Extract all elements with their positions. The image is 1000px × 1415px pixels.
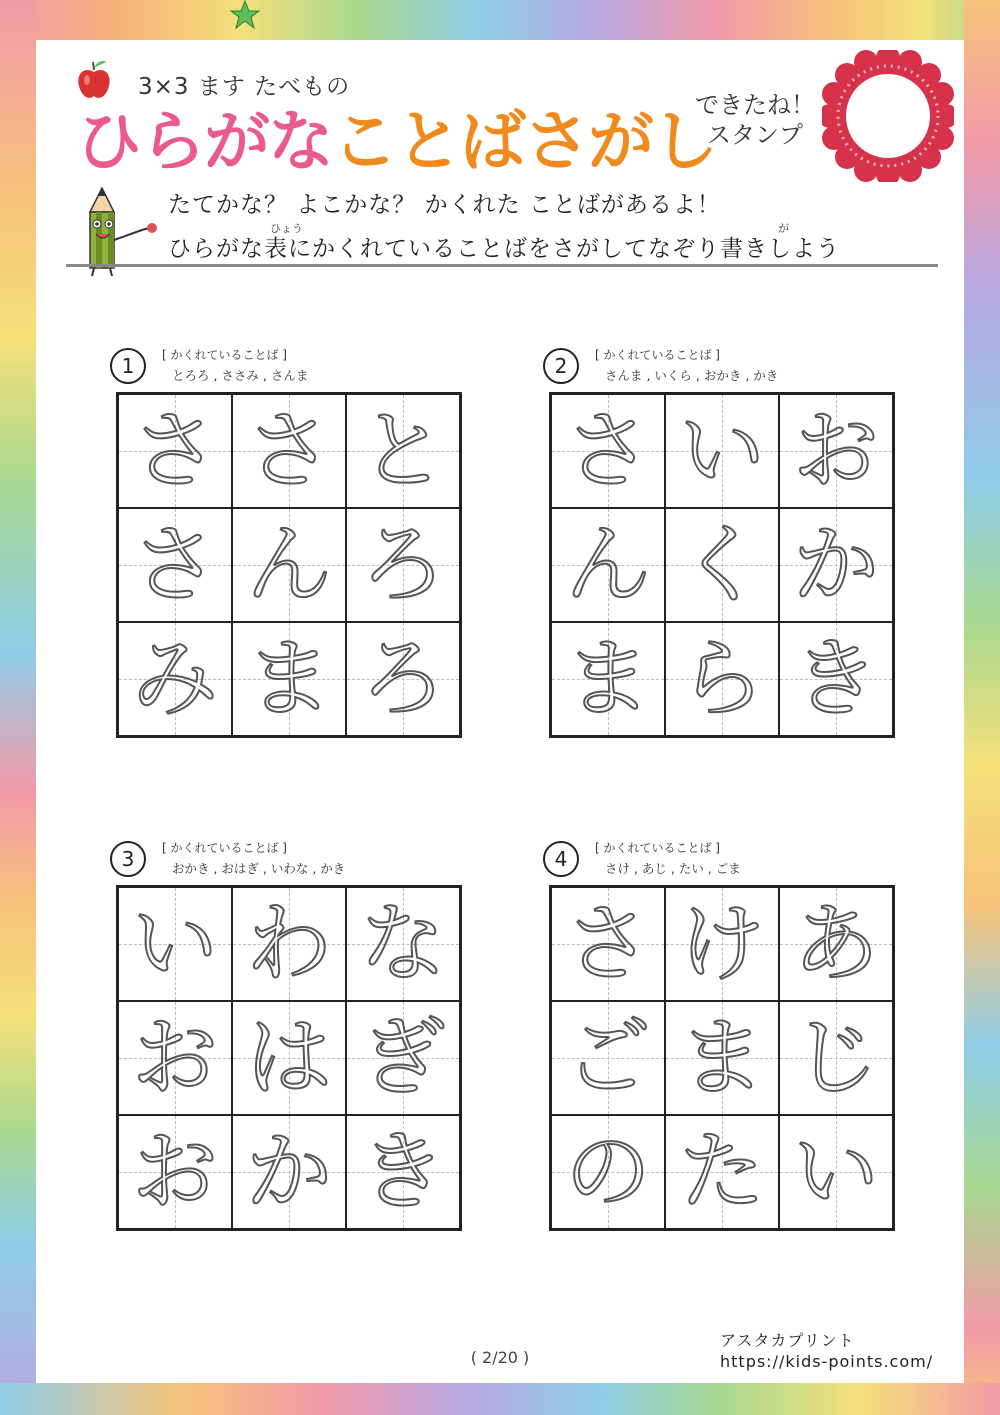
tracing-kana: か (793, 515, 879, 615)
worksheet-title (76, 103, 716, 180)
grid-cell[interactable] (665, 394, 779, 508)
tracing-kana: ま (679, 1008, 765, 1108)
grid-cell[interactable] (232, 508, 346, 622)
hidden-words-label: [ かくれていることば ] (595, 348, 720, 362)
tracing-kana: と (360, 401, 446, 501)
grid-cell[interactable] (118, 887, 232, 1001)
hidden-words-label: [ かくれていることば ] (162, 841, 287, 855)
grid-cell[interactable] (346, 508, 460, 622)
tracing-kana: さ (132, 515, 218, 615)
tracing-kana: け (679, 894, 765, 994)
kana-grid (549, 392, 895, 738)
tracing-kana: さ (246, 401, 332, 501)
hidden-words-label: [ かくれていることば ] (162, 348, 287, 362)
title-kotobasagashi: ことばさがし (332, 103, 716, 180)
grid-cell[interactable] (118, 394, 232, 508)
tracing-kana: さ (565, 401, 651, 501)
title-hiragana: ひらがな (76, 103, 332, 180)
puzzle-header (116, 346, 462, 392)
grid-cell[interactable] (551, 887, 665, 1001)
tracing-kana: ご (565, 1008, 651, 1108)
kana-grid (116, 392, 462, 738)
tracing-kana: ぎ (360, 1008, 446, 1108)
hidden-words-label: [ かくれていることば ] (595, 841, 720, 855)
puzzle-3 (116, 839, 462, 1222)
puzzle-header (116, 839, 462, 885)
hidden-words-list: とろろ , ささみ , さんま (172, 368, 309, 383)
puzzle-number: 1 (110, 348, 146, 384)
worksheet-subtitle: 3×3 ます たべもの (138, 74, 351, 100)
grid-cell[interactable] (665, 508, 779, 622)
tracing-kana: ろ (360, 629, 446, 729)
grid-cell[interactable] (665, 887, 779, 1001)
grid-cell[interactable] (551, 1001, 665, 1115)
tracing-kana: ろ (360, 515, 446, 615)
star-icon (230, 0, 260, 30)
tracing-kana: の (565, 1122, 651, 1222)
grid-cell[interactable] (551, 508, 665, 622)
tracing-kana: じ (793, 1008, 879, 1108)
tracing-kana: い (793, 1122, 879, 1222)
tracing-kana: さ (565, 894, 651, 994)
grid-cell[interactable] (779, 394, 893, 508)
hidden-words-list: さんま , いくら , おかき , かき (605, 368, 779, 383)
kana-grid (116, 885, 462, 1231)
tracing-kana: き (793, 629, 879, 729)
pencil-mascot-icon (82, 186, 160, 276)
ruby-ga: が (778, 222, 789, 235)
crayon-frame-bottom (0, 1383, 1000, 1415)
grid-cell[interactable] (346, 887, 460, 1001)
tracing-kana: お (132, 1008, 218, 1108)
tracing-kana: ま (565, 629, 651, 729)
tracing-kana: み (132, 629, 218, 729)
grid-cell[interactable] (779, 1115, 893, 1229)
tracing-kana: あ (793, 894, 879, 994)
grid-cell[interactable] (779, 508, 893, 622)
tracing-kana: な (360, 894, 446, 994)
grid-cell[interactable] (779, 622, 893, 736)
tracing-kana: お (132, 1122, 218, 1222)
tracing-kana: ん (246, 515, 332, 615)
grid-cell[interactable] (118, 508, 232, 622)
stamp-label: できたね！ スタンプ (695, 91, 815, 149)
grid-cell[interactable] (232, 1001, 346, 1115)
grid-cell[interactable] (232, 394, 346, 508)
tracing-kana: ま (246, 629, 332, 729)
grid-cell[interactable] (665, 622, 779, 736)
grid-cell[interactable] (779, 887, 893, 1001)
instruction-line-1: たてかな？ よこかな？ かくれた ことばがあるよ！ (168, 192, 721, 218)
tracing-kana: は (246, 1008, 332, 1108)
puzzle-header (549, 346, 895, 392)
site-url[interactable]: https://kids-points.com/ (720, 1352, 934, 1371)
grid-cell[interactable] (118, 622, 232, 736)
apple-icon (76, 58, 112, 100)
grid-cell[interactable] (118, 1115, 232, 1229)
crayon-frame-left (0, 0, 36, 1415)
instruction-line-2: ひらがな表にかくれていることばをさがしてなぞり書きしよう (168, 236, 840, 262)
puzzle-number: 2 (543, 348, 579, 384)
tracing-kana: わ (246, 894, 332, 994)
hidden-words-list: さけ , あじ , たい , ごま (605, 861, 741, 876)
grid-cell[interactable] (779, 1001, 893, 1115)
page-number: ( 2/20 ) (470, 1348, 530, 1367)
grid-cell[interactable] (346, 622, 460, 736)
grid-cell[interactable] (551, 622, 665, 736)
puzzle-4 (549, 839, 895, 1222)
tracing-kana: ん (565, 515, 651, 615)
grid-cell[interactable] (551, 1115, 665, 1229)
header-divider (66, 264, 938, 267)
puzzle-number: 4 (543, 841, 579, 877)
tracing-kana: い (132, 894, 218, 994)
grid-cell[interactable] (346, 1001, 460, 1115)
grid-cell[interactable] (232, 887, 346, 1001)
grid-cell[interactable] (118, 1001, 232, 1115)
puzzle-1 (116, 346, 462, 729)
grid-cell[interactable] (665, 1115, 779, 1229)
tracing-kana: き (360, 1122, 446, 1222)
grid-cell[interactable] (346, 394, 460, 508)
grid-cell[interactable] (232, 622, 346, 736)
hidden-words-list: おかき , おはぎ , いわな , かき (172, 861, 346, 876)
brand-name: アスタカプリント (720, 1331, 855, 1350)
grid-cell[interactable] (346, 1115, 460, 1229)
stamp-frame-icon (822, 50, 954, 182)
grid-cell[interactable] (665, 1001, 779, 1115)
tracing-kana: か (246, 1122, 332, 1222)
crayon-frame-top (0, 0, 1000, 40)
kana-grid (549, 885, 895, 1231)
tracing-kana: く (679, 515, 765, 615)
grid-cell[interactable] (232, 1115, 346, 1229)
puzzle-2 (549, 346, 895, 729)
ruby-hyou: ひょう (270, 222, 303, 235)
tracing-kana: い (679, 401, 765, 501)
crayon-frame-right (964, 0, 1000, 1415)
grid-cell[interactable] (551, 394, 665, 508)
tracing-kana: さ (132, 401, 218, 501)
puzzle-number: 3 (110, 841, 146, 877)
puzzle-header (549, 839, 895, 885)
tracing-kana: た (679, 1122, 765, 1222)
tracing-kana: ら (679, 629, 765, 729)
tracing-kana: お (793, 401, 879, 501)
